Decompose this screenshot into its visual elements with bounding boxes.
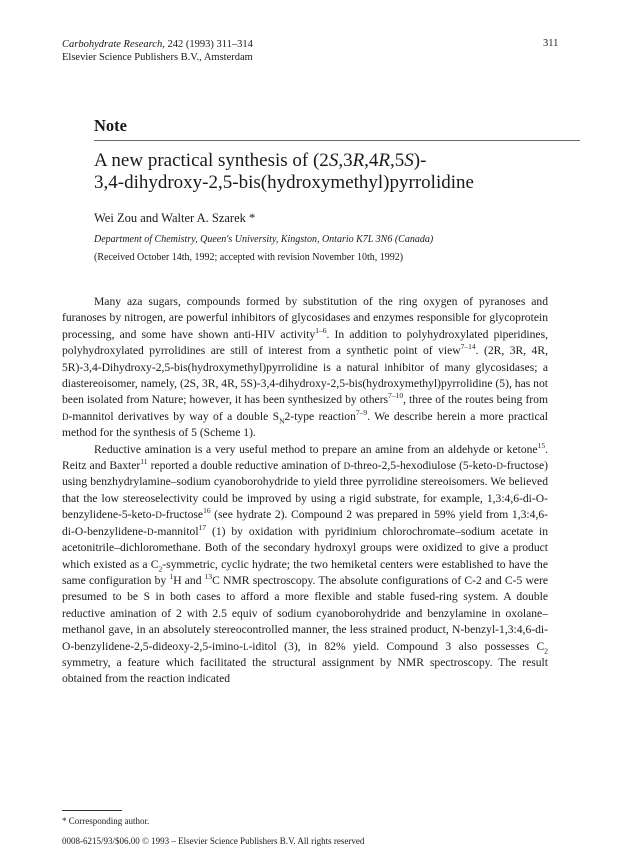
- paragraph-1: Many aza sugars, compounds formed by substitution of the ring oxygen of pyranoses and furanoses by nitrogen, are powerful inhibitors of glycosidases and enzymes responsible for glycoprotein processing, and some have shown anti-HIV activity$^{1-6}$. In addition to polyhydroxylated piperidines, polyhydroxylated pyrrolidines are still of interest from a synthetic point of view$^{7-14}$. (2R, 3R, 4R, 5R)-3,4-Dihydroxy-2,5-bis(hydroxymethyl)pyrrolidine is a natural inhibitor of many glycosidases; a diastereoisomer, namely, (2S, 3R, 4R, 5S)-3,4-dihydroxy-2,5-bis(hydroxymethyl)pyrrolidine (5), has not been isolated from Nature; however, it has been synthesized by others$^{7-10}$, three of the routes being from D-mannitol derivatives by way of a double $S_N2$-type reaction$^{7-9}$. We describe herein a more practical method for the synthesis of 5 (Scheme 1).: [62, 295, 548, 440]
- journal-citation: [62, 38, 253, 51]
- journal-name: Carbohydrate Research,: [62, 39, 165, 50]
- heading-rule: [94, 140, 580, 141]
- body-text: [62, 294, 548, 688]
- title-line-1: A new practical synthesis of (2S,3R,4R,5S)-: [94, 150, 427, 171]
- title-line-2: 3,4-dihydroxy-2,5-bis(hydroxymethyl)pyrrolidine: [94, 172, 474, 193]
- affiliation: Department of Chemistry, Queen's University, Kingston, Ontario K7L 3N6 (Canada): [94, 234, 434, 245]
- volume-info: 242 (1993) 311–314: [167, 39, 253, 50]
- copyright-line: 0008-6215/93/$06.00 © 1993 – Elsevier Science Publishers B.V. All rights reserved: [62, 836, 365, 846]
- footnote-rule: [62, 810, 122, 811]
- section-heading: Note: [94, 116, 127, 135]
- article-title: [94, 150, 594, 194]
- paragraph-2: Reductive amination is a very useful method to prepare an amine from an aldehyde or ketone$^{15}$. Reitz and Baxter$^{11}$ reported a double reductive amination of D-threo-2,5-hexodiulose (5-keto-D-fructose) using benzhydrylamine–sodium cyanoborohydride to yield three pyrrolidine stereoisomers. We believed that the low stereoselectivity could be improved by using a rigid substrate, for example, 1,3:4,6-di-O-benzylidene-5-keto-D-fructose$^{16}$ (see hydrate 2). Compound 2 was prepared in 59% yield from 1,3:4,6-di-O-benzylidene-D-mannitol$^{17}$ (1) by oxidation with pyridinium chlorochromate–sodium acetate in acetonitrile–dichloromethane. Both of the secondary hydroxyl groups were oxidized to give a product which existed as a $C_2$-symmetric, cyclic hydrate; the two hemiketal centers were established to have the same configuration by $^1$H and $^{13}$C NMR spectroscopy. The absolute configurations of C-2 and C-5 were presumed to be S in both cases to afford a more flexible and stable fused-ring system. A double reductive amination of 2 with 2.5 equiv of sodium cyanoborohydride and benzylamine in oxolane–methanol gave, in an absolutely stereocontrolled manner, the less strained product, N-benzyl-1,3:4,6-di-O-benzylidene-2,5-dideoxy-2,5-imino-L-iditol (3), in 82% yield. Compound 3 also possesses $C_2$ symmetry, a feature which facilitated the structural assignment by NMR spectroscopy. The result obtained from the reaction indicated: [62, 440, 548, 686]
- journal-header: [62, 38, 253, 64]
- publisher: Elsevier Science Publishers B.V., Amsterdam: [62, 52, 253, 63]
- footnote: * Corresponding author.: [62, 816, 150, 826]
- authors: Wei Zou and Walter A. Szarek *: [94, 211, 256, 225]
- received-dates: (Received October 14th, 1992; accepted with revision November 10th, 1992): [94, 252, 404, 263]
- page-number: 311: [543, 38, 559, 49]
